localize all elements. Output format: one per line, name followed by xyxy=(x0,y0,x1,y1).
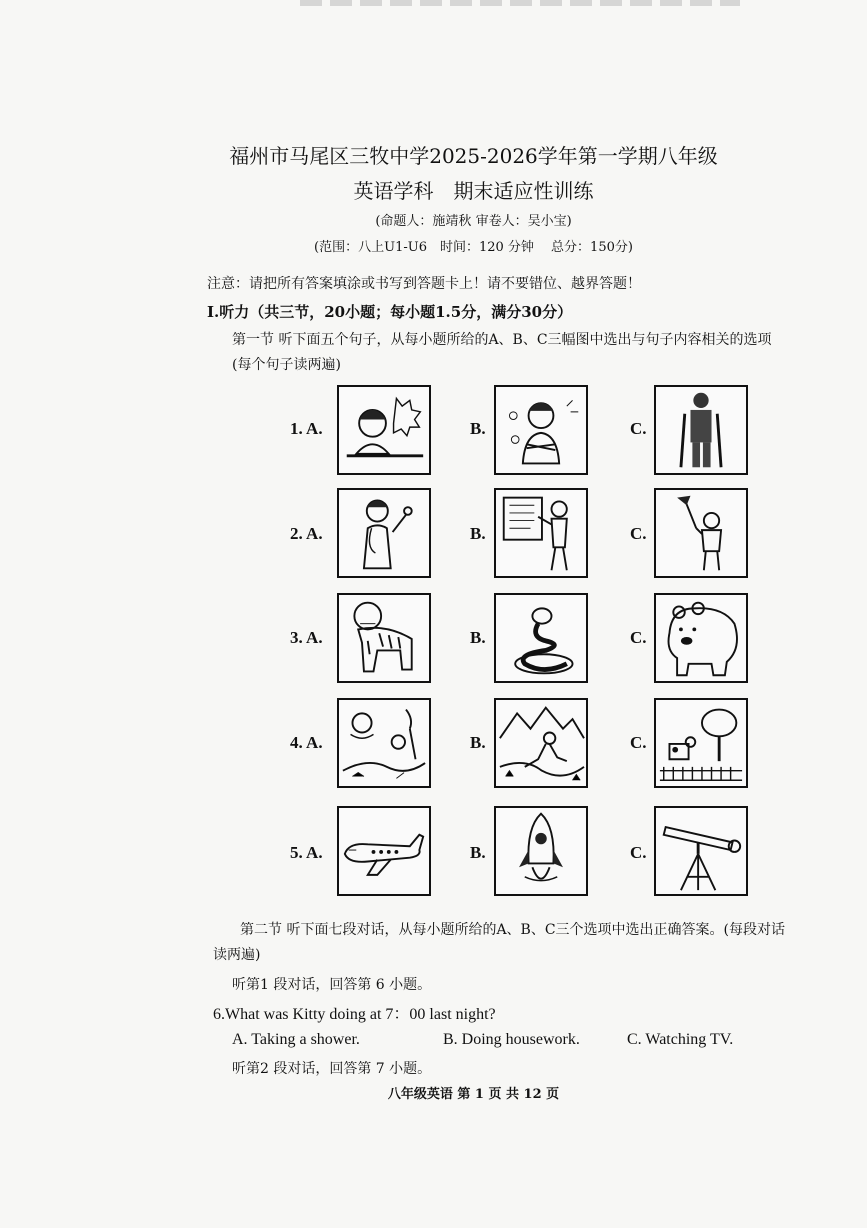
q6-option-a: A. Taking a shower. xyxy=(232,1031,360,1048)
exam-title: 福州市马尾区三牧中学2025-2026学年第一学期八年级 xyxy=(229,144,718,168)
beach-icon xyxy=(337,698,431,788)
tour-guide-icon xyxy=(654,488,748,578)
page-footer: 八年级英语 第 1 页 共 12 页 xyxy=(387,1087,560,1102)
doctor-icon xyxy=(337,488,431,578)
q1-label: 1. A. xyxy=(290,419,323,438)
crutches-person-icon xyxy=(654,385,748,475)
q3-option-b: B. xyxy=(470,628,486,647)
q6-option-b: B. Doing housework. xyxy=(443,1031,580,1048)
farm-icon xyxy=(654,698,748,788)
q1-option-c: C. xyxy=(630,419,647,438)
thinking-student-icon xyxy=(337,385,431,475)
section-title: I.听力（共三节，20小题；每小题1.5分，满分30分） xyxy=(207,303,573,321)
q7-hint: 听第2 段对话，回答第 7 小题。 xyxy=(232,1061,432,1077)
part1-instructions-cont: (每个句子读两遍) xyxy=(232,357,341,373)
teacher-icon xyxy=(494,488,588,578)
q6-option-c: C. Watching TV. xyxy=(627,1031,734,1048)
bear-icon xyxy=(654,593,748,683)
exam-scope: (范围：八上U1-U6 时间：120 分钟 总分：150分) xyxy=(314,240,633,255)
airplane-icon xyxy=(337,806,431,896)
part2-instructions-cont: 读两遍) xyxy=(213,947,261,963)
q5-label: 5. A. xyxy=(290,843,323,862)
q1-option-b: B. xyxy=(470,419,486,438)
q3-option-c: C. xyxy=(630,628,647,647)
exam-authors: (命题人：施靖秋 审卷人：吴小宝) xyxy=(375,214,572,229)
telescope-icon xyxy=(654,806,748,896)
q5-option-c: C. xyxy=(630,843,647,862)
q6-question: 6.What was Kitty doing at 7：00 last night? xyxy=(213,1006,496,1023)
notice-text: 注意：请把所有答案填涂或书写到答题卡上！请不要错位、越界答题！ xyxy=(207,276,641,292)
part2-instructions: 第二节 听下面七段对话，从每小题所给的A、B、C三个选项中选出正确答案。(每段对话 xyxy=(240,922,786,938)
q6-hint: 听第1 段对话，回答第 6 小题。 xyxy=(232,977,432,993)
tiger-icon xyxy=(337,593,431,683)
exam-subject: 英语学科 期末适应性训练 xyxy=(353,179,594,203)
q3-label: 3. A. xyxy=(290,628,323,647)
rocket-icon xyxy=(494,806,588,896)
q4-option-b: B. xyxy=(470,733,486,752)
scan-artifact xyxy=(300,0,740,6)
mountain-climb-icon xyxy=(494,698,588,788)
q5-option-b: B. xyxy=(470,843,486,862)
snake-icon xyxy=(494,593,588,683)
q2-label: 2. A. xyxy=(290,524,323,543)
q2-option-c: C. xyxy=(630,524,647,543)
q4-label: 4. A. xyxy=(290,733,323,752)
part1-instructions: 第一节 听下面五个句子，从每小题所给的A、B、C三幅图中选出与句子内容相关的选项 xyxy=(232,332,772,348)
q4-option-c: C. xyxy=(630,733,647,752)
q2-option-b: B. xyxy=(470,524,486,543)
crossed-arms-boy-icon xyxy=(494,385,588,475)
